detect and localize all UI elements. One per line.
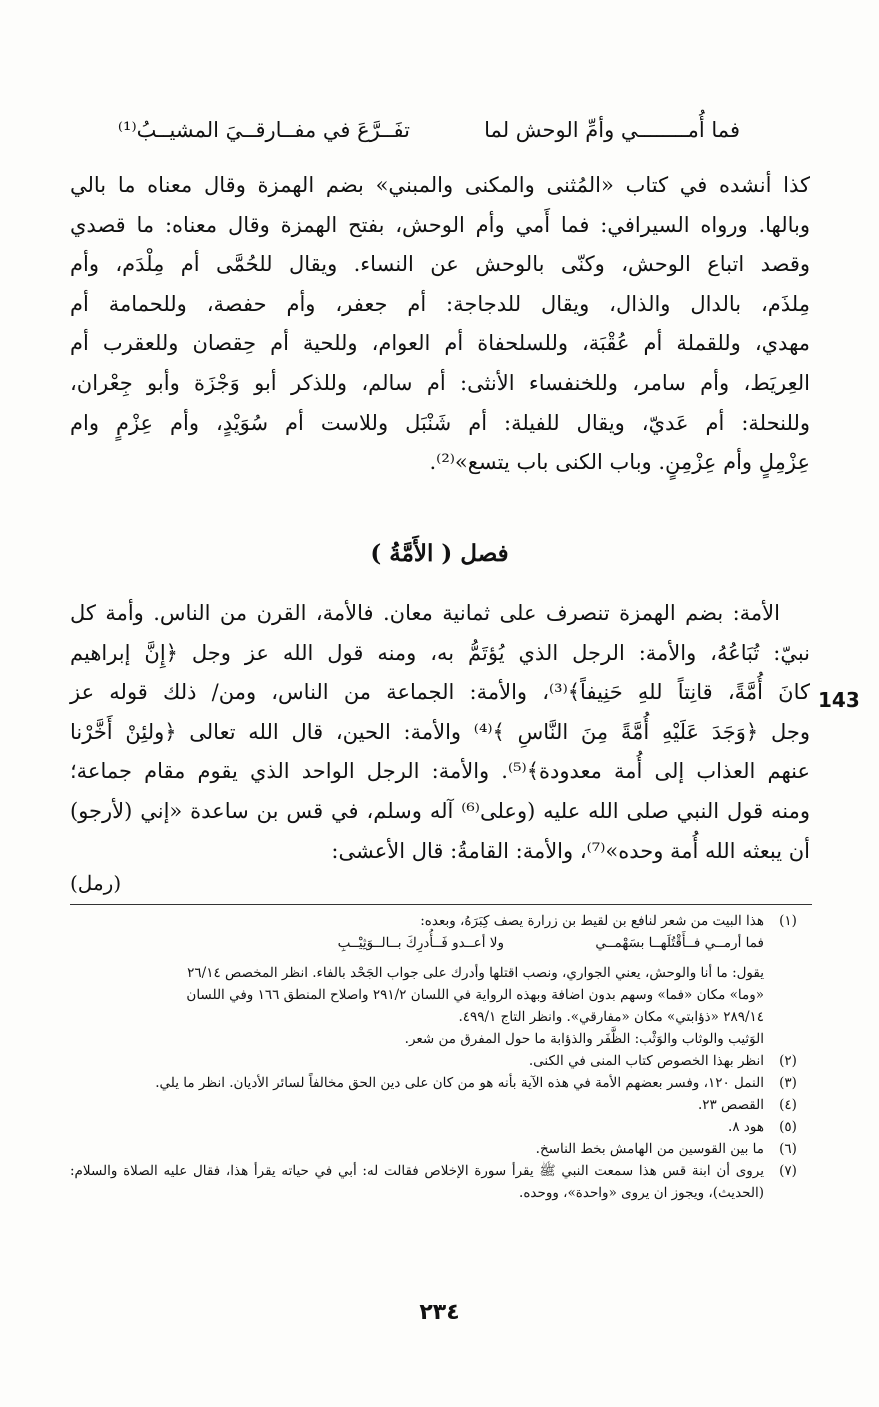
paragraph-umma: [70, 594, 810, 871]
verse-hemistich-first: فما أُمــــــــي وأمِّ الوحش لما: [484, 118, 740, 142]
text-line: عنهم العذاب إلى أُمة معدودة﴾⁽⁵⁾. والأمة: الرجل الواحد الذي يقوم مقام جماعة؛: [70, 759, 810, 784]
footnote-item: [70, 1050, 812, 1072]
footnote-item: [70, 1072, 812, 1094]
footnote-number: (١): [779, 913, 797, 929]
footnote-item: [70, 1138, 812, 1160]
margin-folio-number: 143: [818, 688, 860, 712]
footnote-item: [70, 1094, 812, 1116]
footnote-text: النمل ١٢٠، وفسر بعضهم الأمة في هذه الآية بأنه هو من كان على دين الحق مخالفاً لسائر الأديان. انظر ما يلي.: [155, 1075, 764, 1091]
text-line: عِزْمِلٍ وأم عِزْمِنٍ. وباب الكنى باب يتسع»⁽²⁾.: [429, 450, 810, 475]
footnote-text: ما بين القوسين من الهامش بخط الناسخ.: [535, 1141, 764, 1157]
footnote-number: (٧): [779, 1163, 797, 1179]
verse-hemistich-second: تفَــرَّعَ في مفــارقــيَ المشيــبُ⁽¹⁾: [117, 118, 410, 142]
footnote-item: [70, 1160, 812, 1204]
footnote-text: يروى أن ابنة قس هذا سمعت النبي ﷺ يقرأ سورة الإخلاص فقالت له: أبي في حياته يقرأ هذا، فقال عليه الصلاة والسلام: (الحديث)، ويجوز ان يروى «واحدة»، ووحده.: [70, 1163, 764, 1201]
footnote-text: ٢٨٩/١٤ «ذؤابتي» مكان «مفارقي». وانظر التاج ٤٩٩/١.: [458, 1009, 764, 1025]
text-line: ومنه قول النبي صلى الله عليه (وعلى⁽⁶⁾ آله وسلم، في قس بن ساعدة «إني (لأرجو): [70, 798, 811, 823]
footnote-text: هود ٨.: [728, 1119, 764, 1135]
text-line: وبالها. ورواه السيرافي: فما أَمي وأم الوحش، بفتح الهمزة وقال معناه: ما قصدي: [70, 212, 810, 237]
text-line: وقصد اتباع الوحش، وكنّى بالوحش عن النساء. ويقال للحُمَّى أم مِلْدَم، وأم: [70, 252, 810, 277]
footnote-number: (٦): [779, 1141, 797, 1157]
text-line: كذا أنشده في كتاب «المُثنى والمكنى والمبني» بضم الهمزة وقال معناه ما بالي: [70, 173, 810, 197]
footnote-verse-first: فما أرمــي فــأَقْتُلَهــا بسَهْمــي: [595, 935, 764, 951]
footnote-number: (٥): [779, 1119, 797, 1135]
footnote-text: هذا البيت من شعر لنافع بن لقيط بن زرارة يصف كِبَرَهُ، وبعده:: [420, 913, 764, 929]
footnote-divider: [70, 904, 812, 905]
footnote-number: (٣): [779, 1075, 797, 1091]
text-line: نبيّ: تُبَاعُهُ، والأمة: الرجل الذي يُؤتَمُّ به، ومنه قول الله عز وجل ﴿إِنَّ إبراهيم: [70, 640, 810, 665]
text-line: العِريَط، وأم سامر، وللخنفساء الأنثى: أم سالم، وللذكر أبو وَجْزَة وأبو جِعْران،: [70, 370, 810, 395]
text-line: مِلذَم، بالدال والذال، ويقال للدجاجة: أم جعفر، وأم حفصة، وللحمامة أم: [70, 291, 810, 316]
footnote-number: (٤): [779, 1097, 797, 1113]
footnote-number: (٢): [779, 1053, 797, 1069]
text-line: أن يبعثه الله أُمة وحده»⁽⁷⁾، والأمة: القامةُ: قال الأعشى:: [331, 838, 810, 863]
poem-verse: [117, 118, 740, 158]
paragraph-kuna: [70, 166, 810, 483]
poetic-meter-label: (رمل): [70, 871, 122, 895]
footnote-item: [70, 1116, 812, 1138]
footnote-item: [70, 910, 812, 1050]
footnote-verse-second: ولا أعــدو فَــأُدرِكَ بــالــوَثِيْــبِ: [337, 935, 504, 951]
text-line: الأمة: بضم الهمزة تنصرف على ثمانية معان. فالأمة، القرن من الناس. وأمة كل: [70, 601, 780, 625]
text-line: وجل ﴿وَجَدَ عَلَيْهِ أُمَّةً مِنَ النَّاسِ ﴾⁽⁴⁾ والأمة: الحين، قال الله تعالى ﴿ولئِنْ أَخَّرْنا: [70, 719, 810, 744]
footnote-text: الوَثيب والوثاب والوَثْب: الظَّفَر والذؤابة ما حول المفرق من شعر.: [404, 1031, 764, 1047]
text-line: كانَ أُمَّةً، قانِتاً للهِ حَنِيفاً﴾⁽³⁾، والأمة: الجماعة من الناس، ومن/ ذلك قوله عز: [70, 680, 810, 705]
footnotes: [70, 910, 812, 1204]
footnote-text: انظر بهذا الخصوص كتاب المنى في الكنى.: [528, 1053, 764, 1069]
footnote-text: القصص ٢٣.: [697, 1097, 764, 1113]
text-line: وللنحلة: أم عَديّ، ويقال للفيلة: أم شَنْبَل وللاست أم سُوَيْدٍ، وأم عِزْمٍ وام: [70, 410, 810, 435]
footnote-text: يقول: ما أنا والوحش، يعني الجواري، ونصب اقتلها وأدرك على جواب الجَحْد بالفاء. انظر المخصص ٢٦/١٤: [187, 965, 764, 981]
page-number: ٢٣٤: [419, 1300, 460, 1325]
footnote-verse: [70, 932, 764, 954]
text-line: مهدي، وللقملة أم عُقْبَة، وللسلحفاة أم العوام، وللحية أم حِقصان وللعقرب أم: [70, 331, 810, 356]
section-heading: فصل ( الأَمَّةُ ): [370, 540, 509, 567]
footnote-text: «وما» مكان «فما» وسهم بدون اضافة وبهذه الرواية في اللسان ٢٩١/٢ واصلاح المنطق ١٦٦ وفي اللسان: [186, 987, 764, 1003]
